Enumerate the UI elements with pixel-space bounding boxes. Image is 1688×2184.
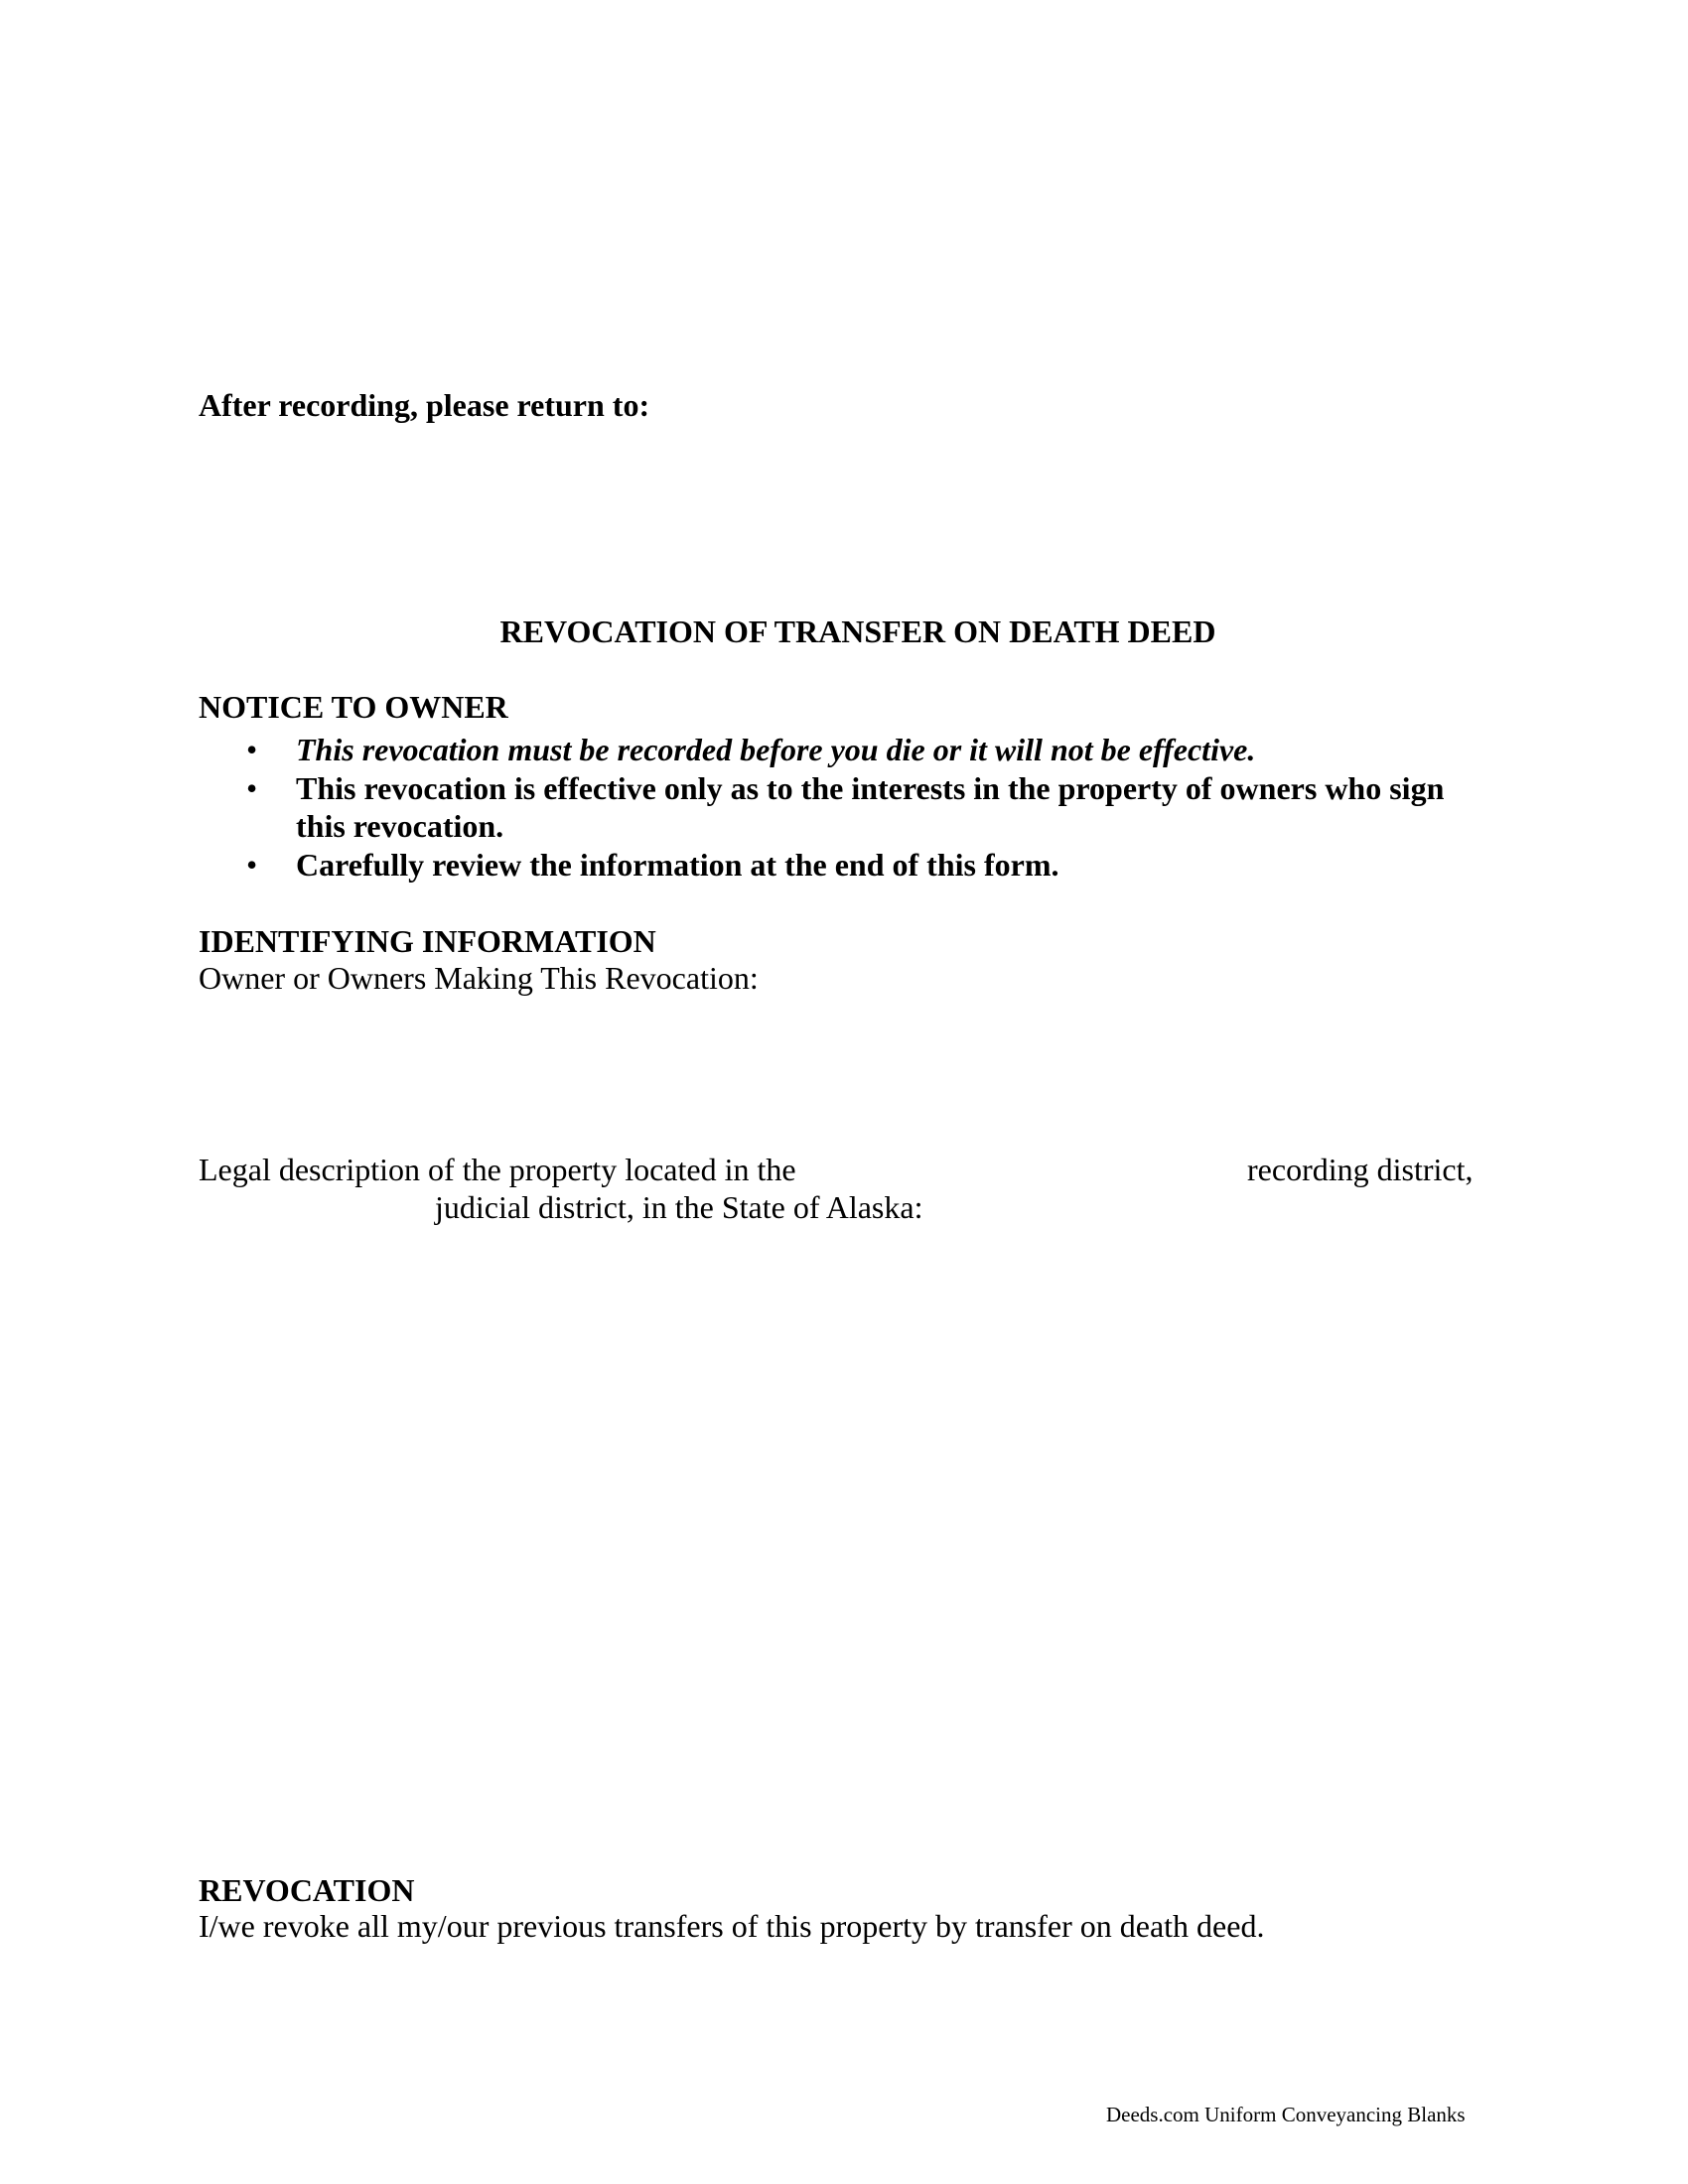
notice-bullet-list	[199, 731, 1489, 885]
notice-bullet-text: This revocation must be recorded before you die or it will not be effective.	[296, 732, 1256, 767]
bullet-icon: •	[246, 847, 258, 883]
judicial-district-label: judicial district, in the State of Alaska:	[435, 1189, 923, 1225]
identifying-heading: IDENTIFYING INFORMATION	[199, 923, 656, 959]
footer-text: Deeds.com Uniform Conveyancing Blanks	[1106, 2103, 1466, 2126]
document-title: REVOCATION OF TRANSFER ON DEATH DEED	[499, 614, 1216, 649]
revocation-heading: REVOCATION	[199, 1872, 415, 1908]
notice-bullet-3	[199, 846, 1489, 884]
bullet-icon: •	[246, 770, 258, 806]
owners-label: Owner or Owners Making This Revocation:	[199, 960, 759, 996]
return-to-label: After recording, please return to:	[199, 387, 650, 423]
notice-bullet-2	[199, 769, 1489, 845]
notice-bullet-1	[199, 731, 1489, 768]
notice-bullet-text: Carefully review the information at the end of this form.	[296, 847, 1059, 883]
bullet-icon: •	[246, 732, 258, 767]
revocation-statement: I/we revoke all my/our previous transfers of this property by transfer on death deed.	[199, 1908, 1265, 1944]
legal-description-line-1: Legal description of the property located in the	[199, 1152, 796, 1187]
notice-heading: NOTICE TO OWNER	[199, 689, 508, 725]
recording-district-label: recording district,	[1247, 1152, 1474, 1187]
notice-bullet-text: This revocation is effective only as to the interests in the property of owners who sign this revocation.	[296, 770, 1445, 844]
